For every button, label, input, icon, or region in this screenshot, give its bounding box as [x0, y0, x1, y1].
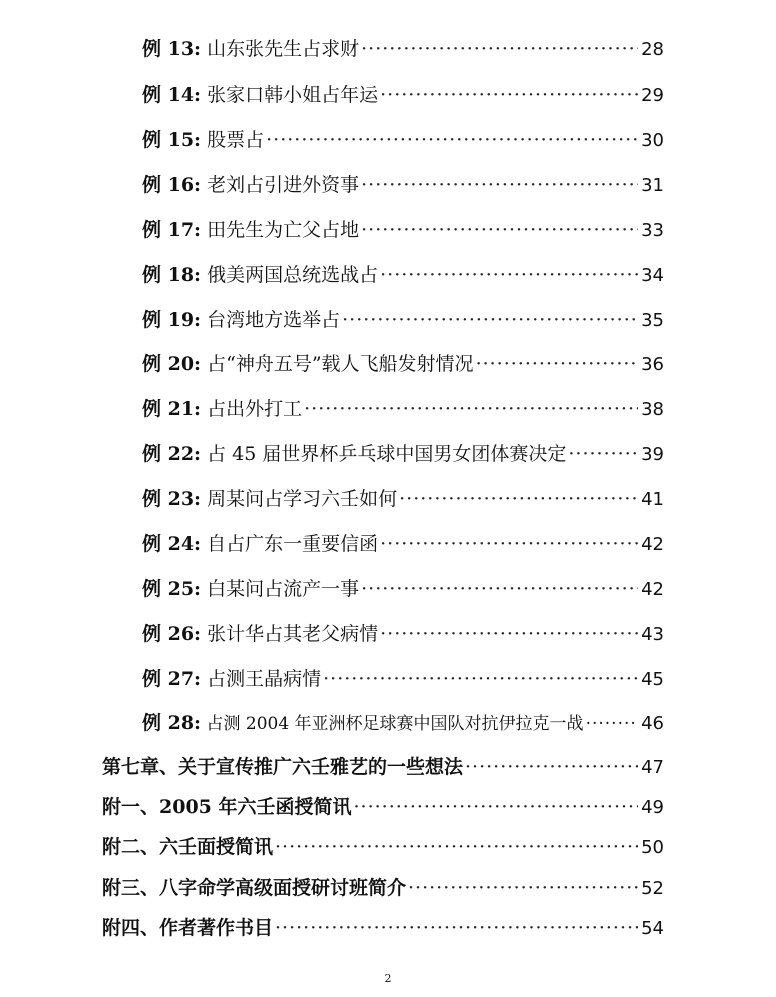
- toc-entry-page: 34: [641, 265, 664, 286]
- toc-entry-page: 36: [641, 354, 664, 375]
- toc-section-title: 附四、作者著作书目: [102, 917, 274, 939]
- toc-entry-example-26: [142, 619, 664, 646]
- toc-entry-example-27: [142, 664, 664, 691]
- toc-entry-label: [142, 125, 264, 152]
- toc-entry-label: [142, 260, 378, 287]
- dot-leader: [361, 38, 638, 60]
- toc-section-page: 54: [641, 918, 664, 939]
- dot-leader: [568, 443, 638, 465]
- toc-section-page: 52: [641, 878, 664, 899]
- toc-entry-page: 43: [641, 624, 664, 645]
- toc-entry-label: [142, 34, 359, 61]
- toc-entry-number: 例 24:: [142, 533, 202, 555]
- toc-entry-label: [142, 708, 584, 735]
- toc-entry-title: 台湾地方选举占: [207, 309, 341, 331]
- toc-entry-page: 30: [641, 130, 664, 151]
- toc-entry-label: [142, 574, 359, 601]
- page-number: 2: [384, 972, 392, 985]
- toc-entry-page: 42: [641, 534, 664, 555]
- dot-leader: [354, 796, 639, 818]
- dot-leader: [323, 668, 638, 690]
- toc-entry-number: 例 22:: [142, 443, 202, 465]
- toc-entry-number: 例 13:: [142, 38, 202, 60]
- dot-leader: [465, 756, 638, 778]
- toc-entry-page: 42: [641, 579, 664, 600]
- toc-entry-number: 例 25:: [142, 578, 202, 600]
- toc-entry-label: [142, 215, 359, 242]
- dot-leader: [380, 623, 638, 645]
- toc-entry-title: 自占广东一重要信函: [207, 533, 379, 555]
- toc-entry-label: [142, 484, 397, 511]
- dot-leader: [266, 129, 638, 151]
- toc-entry-label: [142, 170, 359, 197]
- toc-entry-title: 白某问占流产一事: [207, 578, 360, 600]
- toc-entry-page: 31: [641, 175, 664, 196]
- dot-leader: [304, 398, 638, 420]
- toc-entry-example-17: [142, 215, 664, 242]
- toc-entry-example-20: [142, 349, 664, 376]
- toc-entry-page: 35: [641, 310, 664, 331]
- toc-section-title: 第七章、关于宣传推广六壬雅艺的一些想法: [102, 756, 464, 778]
- dot-leader: [408, 877, 638, 899]
- toc-entry-title: 张计华占其老父病情: [207, 623, 379, 645]
- toc-entry-number: 例 28:: [142, 712, 202, 734]
- toc-entry-number: 例 18:: [142, 264, 202, 286]
- toc-entry-title: 占测 2004 年亚洲杯足球赛中国队对抗伊拉克一战: [206, 714, 584, 734]
- dot-leader: [399, 488, 638, 510]
- dot-leader: [275, 836, 638, 858]
- dot-leader: [380, 533, 638, 555]
- toc-entry-title: 山东张先生占求财: [207, 38, 360, 60]
- toc-entry-number: 例 17:: [142, 219, 202, 241]
- toc-entry-page: 46: [641, 713, 664, 734]
- toc-section-page: 50: [641, 837, 664, 858]
- dot-leader: [275, 917, 638, 939]
- toc-entry-number: 例 20:: [142, 353, 202, 375]
- toc-entry-number: 例 19:: [142, 309, 202, 331]
- toc-entry-title: 老刘占引进外资事: [207, 174, 360, 196]
- toc-entry-title: 占 45 届世界杯乒乓球中国男女团体赛决定: [207, 443, 567, 465]
- dot-leader: [361, 174, 638, 196]
- toc-section-appendix-2: [102, 832, 664, 859]
- toc-section-title: 附三、八字命学高级面授研讨班简介: [102, 877, 407, 899]
- toc-entry-page: 39: [641, 444, 664, 465]
- toc-entry-title: 张家口韩小姐占年运: [207, 84, 379, 106]
- toc-entry-label: [142, 664, 321, 691]
- toc-entry-example-18: [142, 260, 664, 287]
- toc-section-title: 附二、六壬面授简讯: [102, 836, 274, 858]
- toc-entry-title: 占测王晶病情: [207, 668, 322, 690]
- toc-entry-example-19: [142, 305, 664, 332]
- toc-section-chapter-7: [102, 752, 664, 779]
- toc-entry-example-15: [142, 125, 664, 152]
- toc-entry-number: 例 26:: [142, 623, 202, 645]
- toc-entry-example-25: [142, 574, 664, 601]
- toc-entry-number: 例 15:: [142, 129, 202, 151]
- toc-entry-page: 38: [641, 399, 664, 420]
- toc-entry-example-16: [142, 170, 664, 197]
- toc-entry-number: 例 27:: [142, 668, 202, 690]
- toc-entry-label: [142, 439, 566, 466]
- dot-leader: [361, 219, 638, 241]
- toc-entry-example-23: [142, 484, 664, 511]
- toc-entry-number: 例 23:: [142, 488, 202, 510]
- toc-entry-title: 占出外打工: [207, 398, 303, 420]
- toc-entry-title: 周某问占学习六壬如何: [207, 488, 398, 510]
- toc-section-title: 附一、2005 年六壬函授简讯: [102, 796, 352, 818]
- toc-entry-page: 41: [641, 489, 664, 510]
- toc-entry-label: [142, 305, 340, 332]
- toc-section-page: 47: [641, 757, 664, 778]
- toc-entry-page: 33: [641, 220, 664, 241]
- toc-entry-title: 俄美两国总统选战占: [207, 264, 379, 286]
- toc-entry-label: [142, 394, 302, 421]
- toc-section-page: 49: [641, 797, 664, 818]
- toc-entry-title: 占“神舟五号”载人飞船发射情况: [207, 353, 474, 375]
- toc-entry-example-24: [142, 529, 664, 556]
- toc-entry-label: [142, 80, 378, 107]
- toc-entry-page: 28: [641, 39, 664, 60]
- toc-entry-example-13: [142, 34, 664, 61]
- toc-entry-title: 股票占: [207, 129, 265, 151]
- toc-entry-number: 例 21:: [142, 398, 202, 420]
- toc-entry-example-28: [142, 708, 664, 735]
- toc-entry-example-14: [142, 80, 664, 107]
- toc-section-appendix-4: [102, 913, 664, 940]
- toc-entry-page: 45: [641, 669, 664, 690]
- dot-leader: [342, 309, 638, 331]
- dot-leader: [476, 353, 638, 375]
- dot-leader: [380, 264, 638, 286]
- toc-section-appendix-3: [102, 873, 664, 900]
- toc-entry-label: [142, 619, 378, 646]
- toc-entry-number: 例 14:: [142, 84, 202, 106]
- toc-entry-number: 例 16:: [142, 174, 202, 196]
- toc-section-appendix-1: [102, 792, 664, 819]
- dot-leader: [586, 714, 638, 734]
- dot-leader: [380, 84, 638, 106]
- toc-entry-page: 29: [641, 85, 664, 106]
- toc-entry-label: [142, 349, 474, 376]
- toc-entry-example-21: [142, 394, 664, 421]
- toc-entry-label: [142, 529, 378, 556]
- toc-entry-title: 田先生为亡父占地: [207, 219, 360, 241]
- toc-entry-example-22: [142, 439, 664, 466]
- dot-leader: [361, 578, 638, 600]
